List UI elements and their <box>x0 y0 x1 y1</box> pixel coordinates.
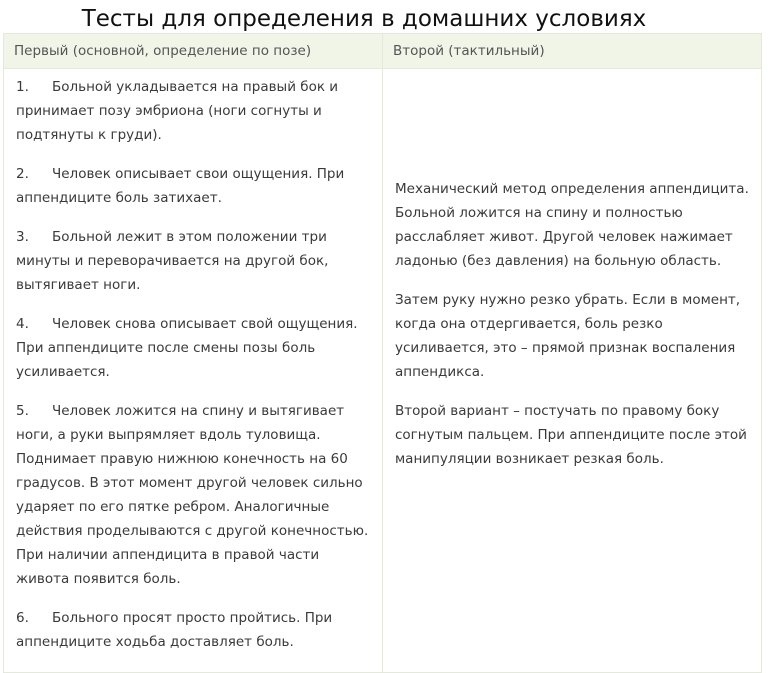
tactile-paragraph: Второй вариант – постучать по правому боку согнутым пальцем. При аппендиците после этой манипуляции возникает резкая боль. <box>395 403 747 467</box>
tactile-test-text <box>395 177 749 471</box>
step-text: Человек снова описывает свой ощущения. При аппендиците после смены позы боль усиливается. <box>16 316 358 380</box>
posture-test-cell <box>4 69 383 673</box>
list-item <box>16 162 370 210</box>
list-item <box>16 75 370 147</box>
page-title: Тесты для определения в домашних условиях <box>81 6 647 32</box>
step-number: 6. <box>16 610 29 626</box>
header-tactile-test: Второй (тактильный) <box>383 34 762 69</box>
step-text: Больной лежит в этом положении три минуты и переворачивается на другой бок, вытягивает ноги. <box>16 229 329 293</box>
tactile-paragraph: Затем руку нужно резко убрать. Если в момент, когда она отдергивается, боль резко усиливается, это – прямой признак воспаления аппендикса. <box>395 292 741 380</box>
step-number: 2. <box>16 166 29 182</box>
tactile-paragraph: Механический метод определения аппендицита. Больной ложится на спину и полностью расслабляет живот. Другой человек нажимает ладонью (без давления) на больную область. <box>395 181 749 269</box>
tactile-test-cell <box>383 69 762 673</box>
step-number: 1. <box>16 79 29 95</box>
table-header-row <box>4 34 762 69</box>
list-item <box>16 225 370 297</box>
tests-table <box>3 33 762 673</box>
step-text: Человек описывает свои ощущения. При аппендиците боль затихает. <box>16 166 345 206</box>
table-row <box>4 69 762 673</box>
step-text: Человек ложится на спину и вытягивает ноги, а руки выпрямляет вдоль туловища. Поднимает правую нижнюю конечность на 60 градусов. В этот момент другой человек сильно ударяет по его пятке ребром. Аналогичные действия проделываются с другой конечностью. При наличии аппендицита в правой части живота появится боль. <box>16 403 369 587</box>
step-text: Больной укладывается на правый бок и принимает позу эмбриона (ноги согнуты и подтянуты к груди). <box>16 79 339 143</box>
list-item <box>16 312 370 384</box>
step-number: 3. <box>16 229 29 245</box>
posture-steps-list <box>16 69 370 654</box>
header-posture-test: Первый (основной, определение по позе) <box>4 34 383 69</box>
list-item <box>16 606 370 654</box>
step-number: 5. <box>16 403 29 419</box>
step-number: 4. <box>16 316 29 332</box>
list-item <box>16 399 370 591</box>
step-text: Больного просят просто пройтись. При аппендиците ходьба доставляет боль. <box>16 610 333 650</box>
